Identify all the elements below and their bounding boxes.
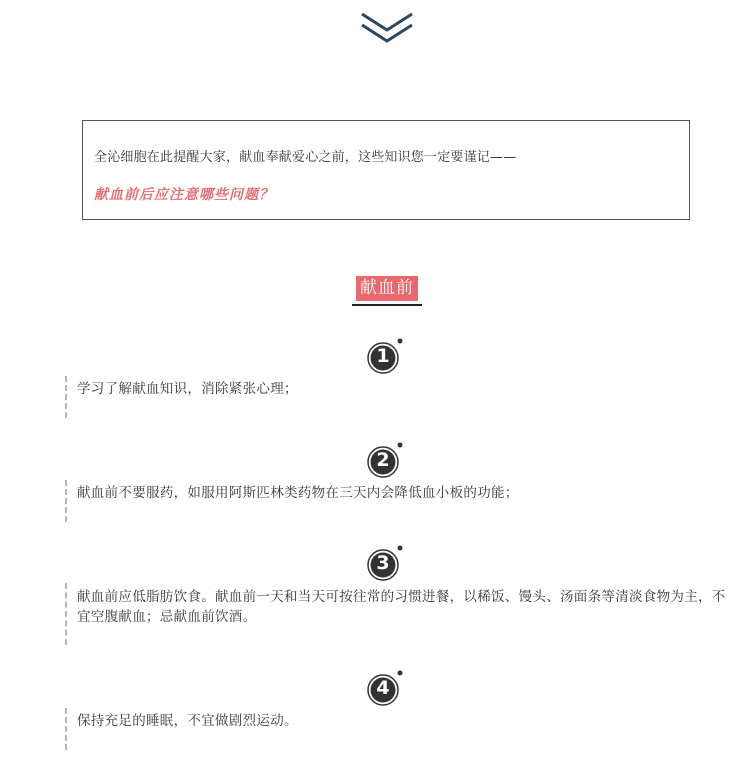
step-item <box>65 480 735 522</box>
step-number: 3 <box>376 552 390 574</box>
step-text: 献血前不要服药，如服用阿斯匹林类药物在三天内会降低血小板的功能； <box>77 485 519 501</box>
notice-question: 献血前后应注意哪些问题？ <box>94 187 274 203</box>
step-text: 献血前应低脂肪饮食。献血前一天和当天可按往常的习惯进餐，以稀饭、馒头、汤面条等清淡食物为主，不宜空腹献血；忌献血前饮酒。 <box>77 589 726 625</box>
section-underline <box>352 304 422 306</box>
step-number-badge <box>366 442 404 478</box>
notice-box <box>82 120 690 220</box>
step-number-badge <box>366 670 404 706</box>
step-number: 4 <box>376 677 390 699</box>
step-item <box>65 708 735 750</box>
notice-text: 全沁细胞在此提醒大家，献血奉献爱心之前，这些知识您一定要谨记—— <box>94 150 517 165</box>
section-heading <box>352 276 422 306</box>
step-number-badge <box>366 338 404 374</box>
double-chevron-down-icon <box>360 12 414 44</box>
step-item <box>65 583 735 645</box>
section-title: 献血前 <box>356 276 418 301</box>
step-text: 学习了解献血知识，消除紧张心理； <box>77 381 298 397</box>
step-number: 1 <box>376 345 390 367</box>
step-number: 2 <box>376 449 390 471</box>
step-number-badge <box>366 545 404 581</box>
step-item <box>65 376 735 418</box>
step-text: 保持充足的睡眠，不宜做剧烈运动。 <box>77 713 298 729</box>
